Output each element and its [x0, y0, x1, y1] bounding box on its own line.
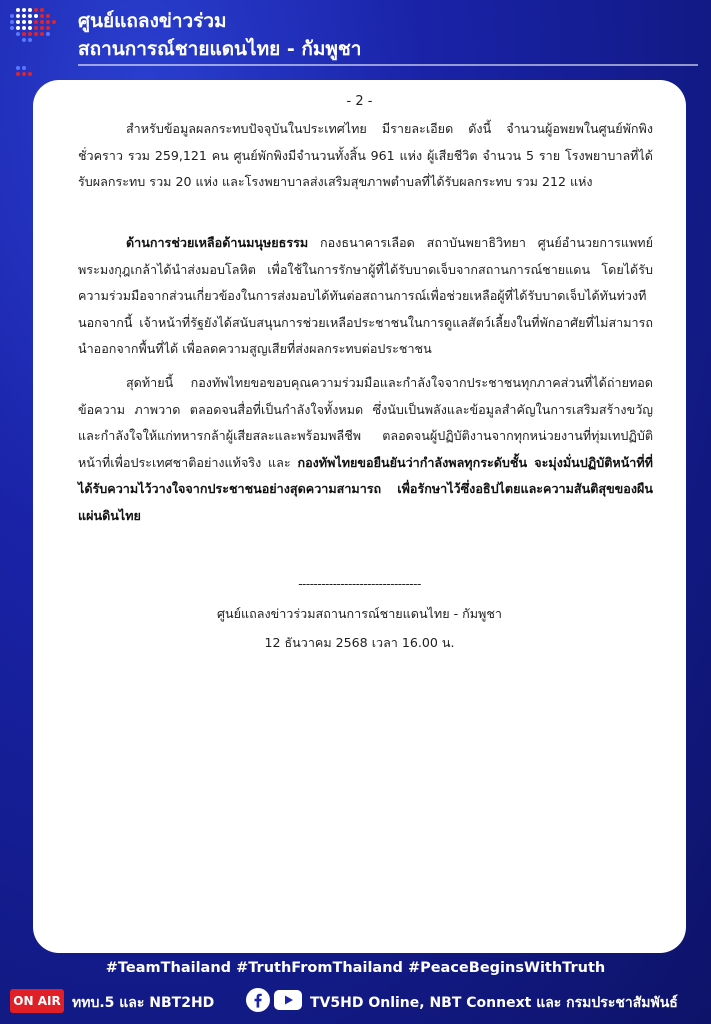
hashtags: #TeamThailand #TruthFromThailand #PeaceBeginsWithTruth [105, 960, 606, 976]
broadcast-channels: ททบ.5 และ NBT2HD [72, 995, 215, 1011]
signature: ศูนย์แถลงข่าวร่วมสถานการณ์ชายแดนไทย - กัมพูชา [217, 606, 502, 621]
header-title-line1: ศูนย์แถลงข่าวร่วม [78, 10, 227, 32]
paragraph-closing-text: สุดท้ายนี้ กองทัพไทยขอขอบคุณความร่วมมือและกำลังใจจากประชาชนทุกภาคส่วนที่ได้ถ่ายทอดข้อความ ภาพวาด ตลอดจนสื่อที่เป็นกำลังใจทั้งหมด ซึ่งนับเป็นพลังและข้อมูลสำคัญในการเสริมสร้างขวัญและกำลังใจให้แก่ทหารกล้าผู้เสียสละและพร้อมพลีชีพ ตลอดจนผู้ปฏิบัติงานจากทุกหน่วยงานที่ทุ่มเทปฏิบัติหน้าที่เพื่อประเทศชาติอย่างแท้จริง และ [78, 375, 653, 470]
paragraph-impact [78, 116, 653, 196]
header-divider [78, 64, 698, 66]
paragraph-closing-bold: กองทัพไทยขอยืนยันว่ากำลังพลทุกระดับชั้น จะมุ่งมั่นปฏิบัติหน้าที่ที่ได้รับความไว้วางใจจากประชาชนอย่างสุดความสามารถ เพื่อรักษาไว้ซึ่งอธิปไตยและความสันติสุขของผืนแผ่นดินไทย [78, 454, 653, 523]
document-card [33, 80, 686, 953]
paragraph-humanitarian-text: กองธนาคารเลือด สถาบันพยาธิวิทยา ศูนย์อำนวยการแพทย์พระมงกุฎเกล้าได้นำส่งมอบโลหิต เพื่อใช้ในการรักษาผู้ที่ได้รับบาดเจ็บจากสถานการณ์ชายแดน โดยได้รับความร่วมมือจากส่วนเกี่ยวข้องในการส่งมอบได้ทันต่อสถานการณ์เพื่อช่วยเหลือผู้ที่ได้รับบาดเจ็บได้ทันท่วงที นอกจากนี้ เจ้าหน้าที่รัฐยังได้สนับสนุนการช่วยเหลือประชาชนในการดูแลสัตว์เลี้ยงในที่พักอาศัยที่ไม่สามารถนำออกจากพื้นที่ได้ เพื่อลดความสูญเสียที่ส่งผลกระทบต่อประชาชน [78, 235, 653, 356]
paragraph-impact-text: สำหรับข้อมูลผลกระทบปัจจุบันในประเทศไทย มีรายละเอียด ดังนี้ จำนวนผู้อพยพในศูนย์พักพิงชั่วคราว รวม 259,121 คน ศูนย์พักพิงมีจำนวนทั้งสิ้น 961 แห่ง ผู้เสียชีวิต จำนวน 5 ราย โรงพยาบาลที่ได้รับผลกระทบ รวม 20 แห่ง และโรงพยาบาลส่งเสริมสุขภาพตำบลที่ได้รับผลกระทบ รวม 212 แห่ง [78, 121, 653, 189]
paragraph-humanitarian [78, 230, 653, 363]
issue-date: 12 ธันวาคม 2568 เวลา 16.00 น. [264, 635, 455, 650]
facebook-icon [246, 988, 270, 1012]
header [0, 0, 711, 70]
paragraph-closing [78, 370, 653, 529]
online-platforms: TV5HD Online, NBT Connext และ กรมประชาสัมพันธ์ [310, 995, 678, 1011]
youtube-icon [274, 990, 302, 1010]
separator-line: -------------------------------- [298, 577, 421, 591]
paragraph-humanitarian-heading: ด้านการช่วยเหลือด้านมนุษยธรรม [126, 235, 309, 250]
thailand-map-logo-icon [8, 2, 66, 82]
on-air-badge: ON AIR [10, 989, 64, 1013]
page-number: - 2 - [346, 94, 373, 109]
header-title-line2: สถานการณ์ชายแดนไทย - กัมพูชา [78, 38, 362, 60]
